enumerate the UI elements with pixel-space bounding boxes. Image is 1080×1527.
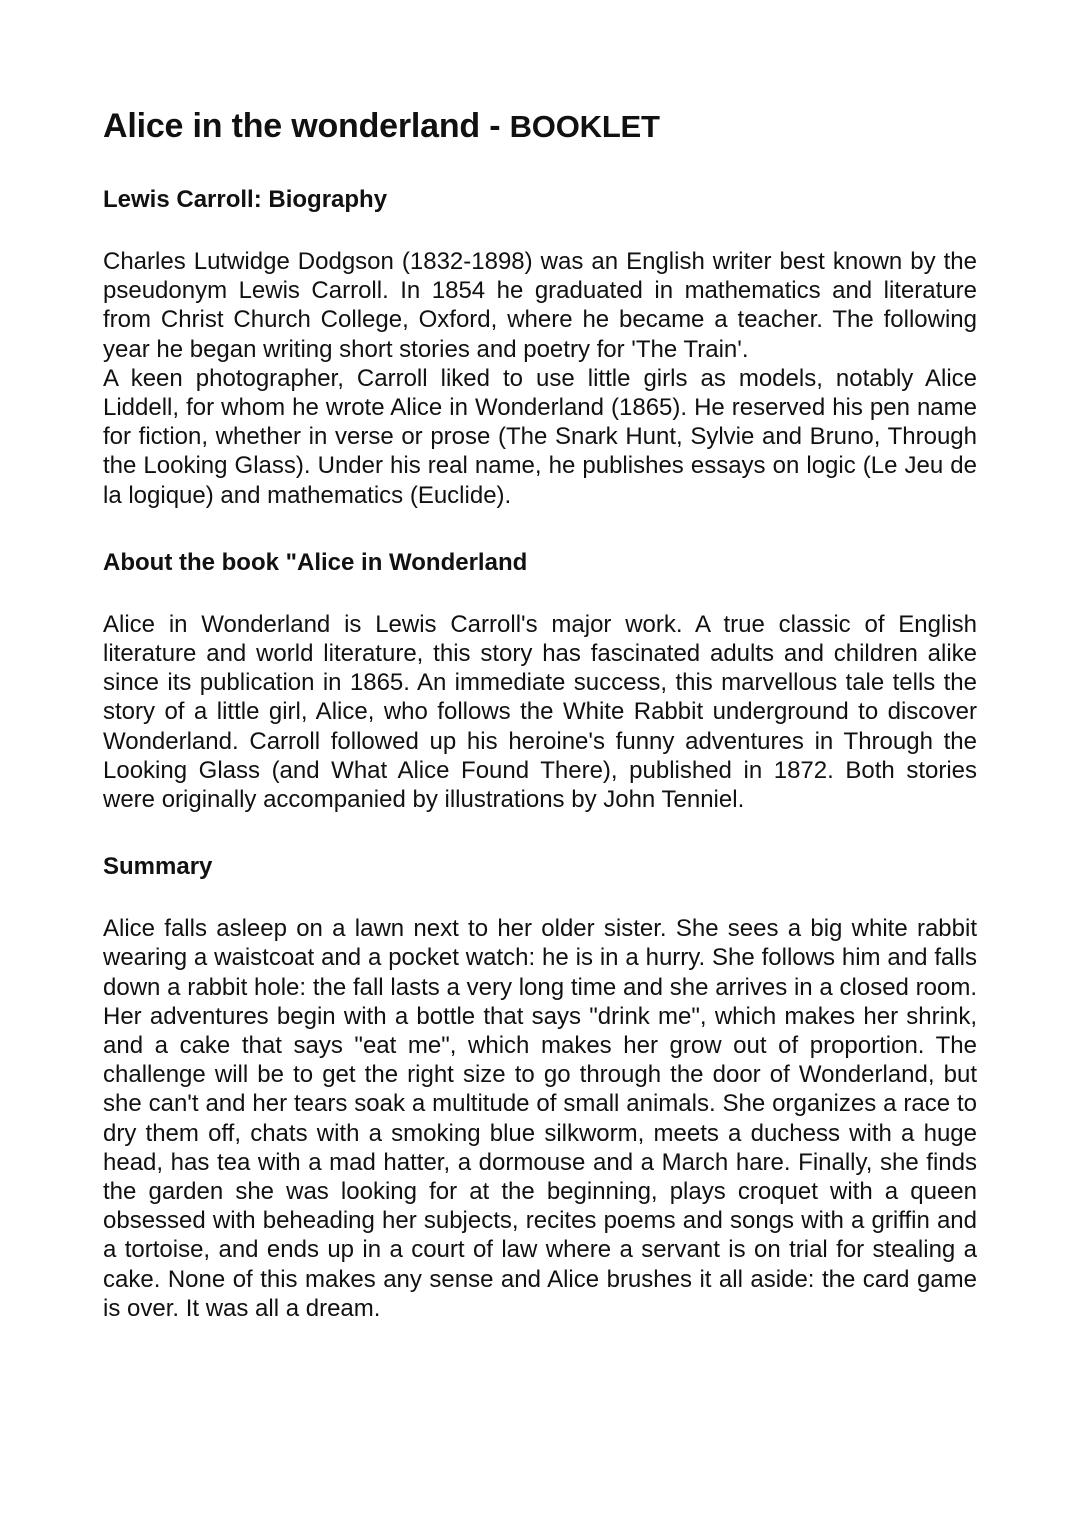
section-body-summary: Alice falls asleep on a lawn next to her older sister. She sees a big white rabbit wearing a waistcoat and a pocket watch: he is in a hurry. She follows him and falls down a rabbit hole: the fall lasts a very long time and she arrives in a closed room. Her adventures begin with a bottle that says "drink me", which makes her shrink, and a cake that says "eat me", which makes her grow out of proportion. The challenge will be to get the right size to go through the door of Wonderland, but she can't and her tears soak a multitude of small animals. She organizes a race to dry them off, chats with a smoking blue silkworm, meets a duchess with a huge head, has tea with a mad hatter, a dormouse and a March hare. Finally, she finds the garden she was looking for at the beginning, plays croquet with a queen obsessed with beheading her subjects, recites poems and songs with a griffin and a tortoise, and ends up in a court of law where a servant is on trial for stealing a cake. None of this makes any sense and Alice brushes it all aside: the card game is over. It was all a dream. [103,915,977,1322]
document-title [103,104,977,149]
section-heading-summary: Summary [103,853,213,881]
section-body-biography: Charles Lutwidge Dodgson (1832-1898) was an English writer best known by the pseudonym Lewis Carroll. In 1854 he graduated in mathematics and literature from Christ Church College, Oxford, where he became a teacher. The following year he began writing short stories and poetry for 'The Train'. A keen photographer, Carroll liked to use little girls as models, notably Alice Liddell, for whom he wrote Alice in Wonderland (1865). He reserved his pen name for fiction, whether in verse or prose (The Snark Hunt, Sylvie and Bruno, Through the Looking Glass). Under his real name, he publishes essays on logic (Le Jeu de la logique) and mathematics (Euclide). [103,248,977,509]
section-heading-biography: Lewis Carroll: Biography [103,186,388,213]
document-title-main: Alice in the wonderland - [103,107,510,145]
section-body-about-book: Alice in Wonderland is Lewis Carroll's major work. A true classic of English literature and world literature, this story has fascinated adults and children alike since its publication in 1865. An immediate success, this marvellous tale tells the story of a little girl, Alice, who follows the White Rabbit underground to discover Wonderland. Carroll followed up his heroine's funny adventures in Through the Looking Glass (and What Alice Found There), published in 1872. Both stories were originally accompanied by illustrations by John Tenniel. [103,610,977,814]
document-title-suffix: BOOKLET [509,109,660,144]
section-heading-about-book: About the book "Alice in Wonderland [103,548,528,576]
